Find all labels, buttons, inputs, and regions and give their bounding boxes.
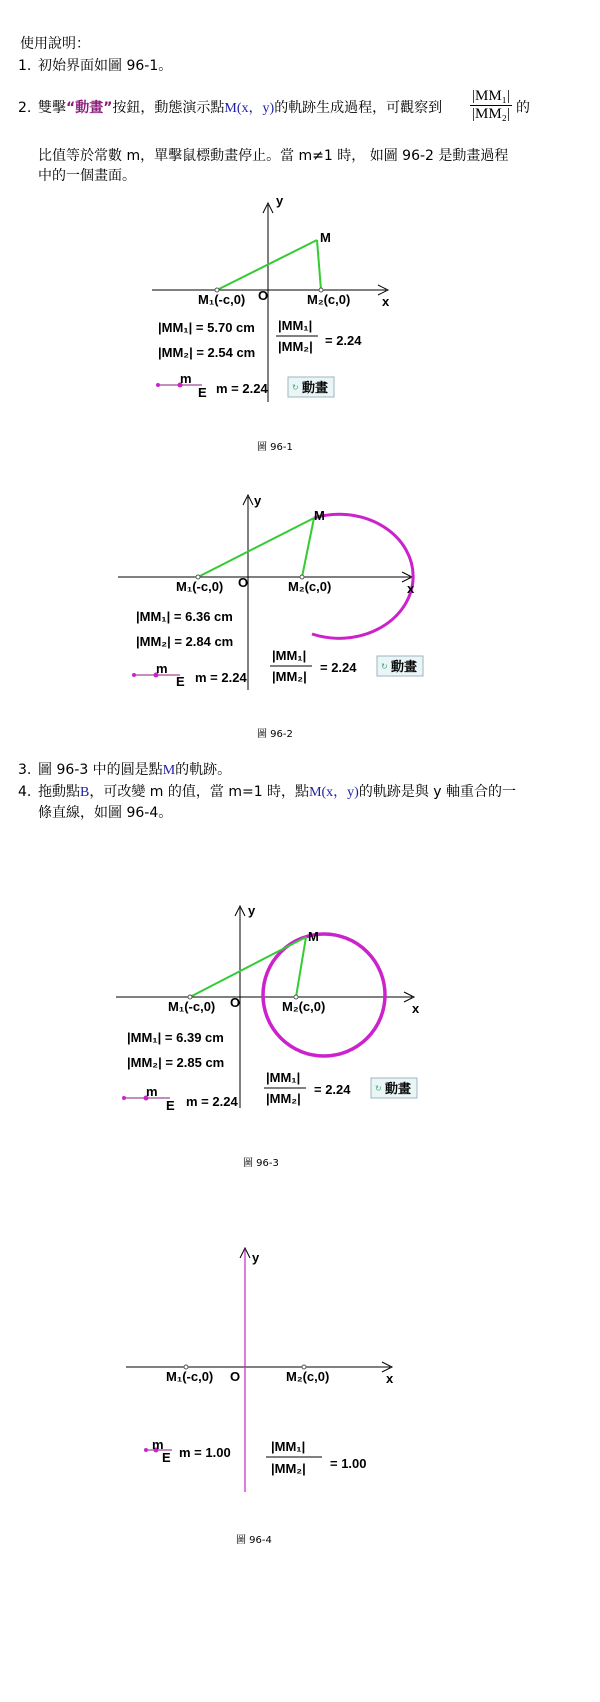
m2-label: M₂(c,0) — [282, 999, 326, 1014]
ratio-denominator: |MM₂| — [472, 106, 510, 122]
figure-caption-96-2: 圖 96-2 — [257, 729, 293, 740]
x-axis-label: x — [382, 294, 390, 309]
m-value: m = 2.24 — [186, 1094, 238, 1109]
step-4-line-2: 條直線，如圖 96-4。 — [38, 805, 173, 821]
ratio-denominator: |MM₂| — [278, 339, 313, 354]
y-axis-label: y — [252, 1250, 260, 1265]
ratio-numerator: |MM₁| — [278, 318, 313, 333]
slider-e-label: E — [176, 674, 185, 689]
step-number: 3. — [18, 762, 32, 778]
point-m-label: M — [314, 508, 325, 523]
animate-button[interactable] — [371, 1078, 417, 1098]
step-number: 1. — [18, 58, 32, 74]
ratio-value: = 2.24 — [325, 333, 362, 348]
step-2-tail: 的 — [516, 100, 530, 116]
segment-mm2 — [302, 518, 314, 577]
slider-m-label: m — [156, 661, 168, 676]
figure-96-4 — [126, 1248, 394, 1492]
step-text: 的軌跡是與 y 軸重合的一 — [358, 784, 517, 800]
locus-circle — [263, 934, 385, 1056]
m1-label: M₁(-c,0) — [176, 579, 224, 594]
slider-m-label: m — [146, 1084, 158, 1099]
ratio-numerator: |MM₁| — [266, 1070, 301, 1085]
animate-button-reference: “動畫” — [66, 100, 113, 116]
m-value: m = 2.24 — [195, 670, 247, 685]
segment-mm1 — [190, 937, 306, 997]
point-b-symbol: B — [80, 785, 90, 800]
m2-label: M₂(c,0) — [286, 1369, 330, 1384]
step-text: 按鈕，動態演示點 — [112, 100, 225, 116]
m2-label: M₂(c,0) — [288, 579, 332, 594]
animate-button-label: 動畫 — [385, 1081, 412, 1096]
animate-button[interactable] — [288, 377, 334, 397]
point-m-symbol: M(x，y) — [224, 101, 275, 116]
ratio-denominator: |MM₂| — [266, 1091, 301, 1106]
segment-mm1 — [198, 518, 314, 577]
figure-96-1 — [152, 193, 390, 402]
step-text: ，可改變 m 的值，當 m=1 時，點 — [89, 784, 310, 800]
y-axis-label: y — [276, 193, 284, 208]
animate-button-label: 動畫 — [391, 659, 418, 674]
m-value: m = 2.24 — [216, 381, 268, 396]
slider-start — [156, 383, 160, 387]
step-text: 拖動點 — [38, 784, 80, 800]
mm2-measure: |MM₂| = 2.85 cm — [127, 1055, 225, 1070]
segment-mm2 — [296, 937, 306, 997]
point-m-label: M — [308, 929, 319, 944]
slider-e-label: E — [162, 1450, 171, 1465]
point-m-label: M — [320, 230, 331, 245]
figure-96-2 — [118, 493, 423, 690]
ratio-numerator: |MM₁| — [271, 1439, 306, 1454]
step-3 — [18, 760, 231, 781]
m1-label: M₁(-c,0) — [198, 292, 246, 307]
ratio-value: = 2.24 — [314, 1082, 351, 1097]
mm1-measure: |MM₁| = 6.39 cm — [127, 1030, 224, 1045]
step-text: 圖 96-3 中的圓是點 — [38, 762, 163, 778]
step-text: 的軌跡。 — [175, 762, 232, 778]
m2-label: M₂(c,0) — [307, 292, 351, 307]
x-axis-label: x — [407, 581, 415, 596]
ratio-value: = 2.24 — [320, 660, 357, 675]
play-icon: ↻ — [292, 383, 299, 392]
figure-caption-96-4: 圖 96-4 — [236, 1535, 272, 1546]
step-number: 4. — [18, 784, 32, 800]
locus-arc — [312, 514, 413, 638]
segment-mm2 — [317, 240, 321, 290]
slider-start — [132, 673, 136, 677]
point-m-symbol: M(x，y) — [309, 785, 359, 800]
step-4-line-1 — [18, 782, 516, 803]
animate-button[interactable] — [377, 656, 423, 676]
point-m-symbol: M — [162, 763, 176, 778]
x-axis-label: x — [412, 1001, 420, 1016]
mm2-measure: |MM₂| = 2.84 cm — [136, 634, 234, 649]
x-axis-label: x — [386, 1371, 394, 1386]
y-axis-label: y — [254, 493, 262, 508]
step-number: 2. — [18, 100, 32, 116]
mm2-measure: |MM₂| = 2.54 cm — [158, 345, 256, 360]
ratio-denominator: |MM₂| — [272, 669, 307, 684]
step-2-line-2: 比值等於常數 m，單擊鼠標動畫停止。當 m≠1 時， 如圖 96-2 是動畫過程 — [38, 148, 509, 164]
origin-label: O — [230, 1369, 241, 1384]
animate-button-label: 動畫 — [302, 380, 329, 395]
segment-mm1 — [217, 240, 317, 290]
ratio-numerator: |MM₁| — [272, 648, 307, 663]
play-icon: ↻ — [375, 1084, 382, 1093]
figure-96-3 — [116, 903, 420, 1113]
play-icon: ↻ — [381, 662, 388, 671]
step-text: 的軌跡生成過程，可觀察到 — [274, 100, 443, 116]
origin-label: O — [258, 288, 269, 303]
ratio-numerator: |MM₁| — [472, 88, 510, 104]
figure-caption-96-3: 圖 96-3 — [243, 1158, 279, 1169]
instructions-heading: 使用說明： — [20, 36, 90, 52]
slider-m-label: m — [180, 371, 192, 386]
step-text: 雙擊 — [38, 100, 66, 116]
m1-label: M₁(-c,0) — [166, 1369, 214, 1384]
slider-m-label: m — [152, 1437, 164, 1452]
origin-label: O — [230, 995, 241, 1010]
y-axis-label: y — [248, 903, 256, 918]
slider-start — [144, 1448, 148, 1452]
ratio-denominator: |MM₂| — [271, 1461, 306, 1476]
slider-e-label: E — [198, 385, 207, 400]
mm1-measure: |MM₁| = 6.36 cm — [136, 609, 233, 624]
origin-label: O — [238, 575, 249, 590]
mm1-measure: |MM₁| = 5.70 cm — [158, 320, 255, 335]
step-2-line-3: 中的一個畫面。 — [38, 168, 136, 184]
slider-e-label: E — [166, 1098, 175, 1113]
step-text: 初始界面如圖 96-1。 — [38, 58, 173, 74]
ratio-value: = 1.00 — [330, 1456, 367, 1471]
figure-caption-96-1: 圖 96-1 — [257, 442, 293, 453]
m1-label: M₁(-c,0) — [168, 999, 216, 1014]
slider-start — [122, 1096, 126, 1100]
m-value: m = 1.00 — [179, 1445, 231, 1460]
